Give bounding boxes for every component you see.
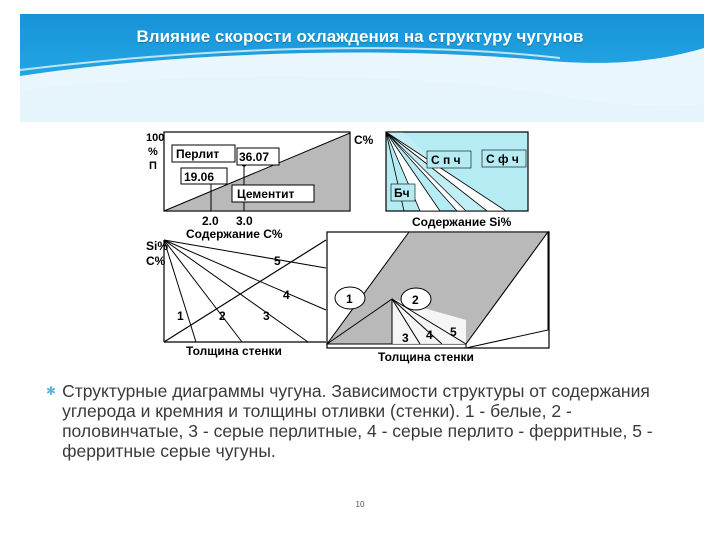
zone-4-label-5: 5: [450, 325, 457, 339]
zone-label-2: 2: [219, 309, 226, 323]
zone-label-3: 3: [263, 309, 270, 323]
label-bch: Бч: [394, 186, 410, 200]
diagram-3d-slab: [327, 232, 549, 364]
x-label-thickness-4: Толщина стенки: [378, 350, 474, 364]
label-c-percent: С%: [354, 133, 374, 147]
y-label-c: С%: [146, 254, 166, 268]
asterisk-bullet-icon: ✱: [46, 384, 57, 398]
diagram3-outer-line: [164, 240, 326, 342]
y-label-100: 100: [146, 132, 165, 144]
zone-4-label-2: 2: [412, 293, 419, 307]
zone-label-1: 1: [177, 309, 184, 323]
label-sfch: С ф ч: [486, 152, 519, 166]
slide-title: Влияние скорости охлаждения на структуру чугунов: [136, 27, 584, 46]
zone-label-5: 5: [274, 254, 281, 268]
x-label-silicon: Содержание Si%: [412, 215, 512, 229]
x-label-thickness-3: Толщина стенки: [186, 344, 282, 358]
zone-label-4: 4: [283, 288, 290, 302]
x-label-carbon: Содержание С%: [186, 227, 283, 241]
y-label-percent: %: [148, 146, 158, 158]
y-label-p: П: [149, 160, 157, 172]
slide-caption: [46, 381, 696, 461]
x-tick-30: 3.0: [236, 214, 253, 228]
page-number: 10: [355, 500, 365, 509]
zone-4-label-4: 4: [426, 328, 433, 342]
y-label-si: Si%: [146, 239, 169, 253]
zone-4-label-1: 1: [346, 292, 353, 306]
value-1906: 19.06: [184, 170, 215, 184]
diagram-perlite-cementite: [146, 132, 374, 241]
label-spch: С п ч: [431, 153, 461, 167]
label-cementit: Цементит: [237, 187, 295, 201]
diagram-wall-thickness-fan: [146, 239, 326, 358]
diagram-silicon-content: [386, 132, 528, 229]
zone-4-label-3: 3: [402, 331, 409, 345]
label-perlit: Перлит: [176, 147, 220, 161]
x-tick-20: 2.0: [202, 214, 219, 228]
value-3607: 36.07: [239, 150, 270, 164]
caption-text: Структурные диаграммы чугуна. Зависимости структуры от содержания углерода и кремния и толщины отливки (стенки). 1 - белые, 2 - половинчатые, 3 - серые перлитные, 4 - серые перлито - ферритные, 5 - ферритные серые чугуны.: [62, 381, 653, 461]
